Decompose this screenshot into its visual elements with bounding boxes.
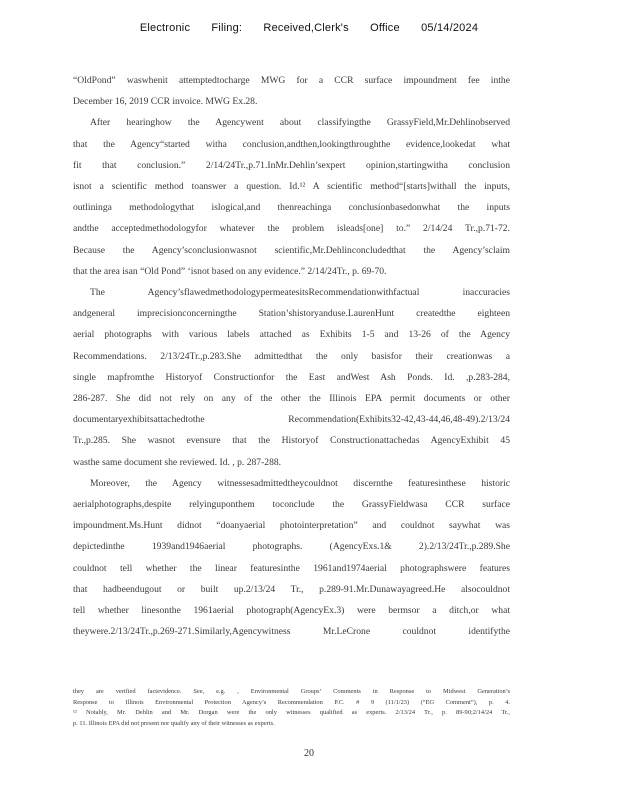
body-line: that hadbeendugout or built up.2/13/24 Tr., p.289-91.Mr.Dunawayagreed.He alsocouldnot [73,583,510,595]
body-line: isnot a scientific method toanswer a question. Id.¹² A scientific method“[starts]withall the inputs, [73,181,510,193]
body-line: andthe acceptedmethodologyfor whatever the problem isleads[one] to.” 2/14/24 Tr.,p.71-72. [73,223,510,235]
footnote-line: p. 11. Illinois EPA did not present nor qualify any of their witnesses as experts. [73,719,275,727]
body-line: After hearinghow the Agencywent about classifyingthe GrassyField,Mr.Dehlinobserved [90,117,510,129]
body-line: outlininga methodologythat islogical,and thenreachinga conclusionbasedonwhat the inputs [73,202,510,214]
body-line: Moreover, the Agency witnessesadmittedtheycouldnot discernthe featuresinthese historic [90,477,510,489]
page-number: 20 [304,748,314,759]
filing-header [0,22,618,34]
header-received: Received,Clerk's [263,22,349,34]
body-text [73,70,510,642]
body-line: theywere.2/13/24Tr.,p.269-271.Similarly,Agencywitness Mr.LeCrone couldnot identifythe [73,626,510,638]
body-line: The Agency’sflawedmethodologypermeatesitsRecommendationwithfactual inaccuracies [90,287,510,299]
body-line: documentaryexhibitsattachedtothe Recommendation(Exhibits32-42,43-44,46,48-49).2/13/24 [73,414,510,426]
header-date: 05/14/2024 [421,22,479,34]
body-line: couldnot tell whether the linear featuresinthe 1961and1974aerial photographswere features [73,562,510,574]
body-line: fit that conclusion.” 2/14/24Tr.,p.71.InMr.Dehlin’sexpert opinion,startingwitha conclusion [73,159,510,171]
body-line: Because the Agency’sconclusionwasnot scientific,Mr.Dehlinconcludedthat the Agency’sclaim [73,244,510,256]
body-line: Recommendations. 2/13/24Tr.,p.283.She admittedthat the only basisfor their creationwas a [73,350,510,362]
body-line: wasthe same document she reviewed. Id. , p. 287-288. [73,456,282,468]
footnotes [73,687,510,729]
body-line: Tr.,p.285. She wasnot evensure that the Historyof Constructionattachedas AgencyExhibit 45 [73,435,510,447]
body-line: depictedinthe 1939and1946aerial photographs. (AgencyExs.1& 2).2/13/24Tr.,p.289.She [73,541,510,553]
footnote-line: ¹² Notably, Mr. Dehlin and Mr. Dorgan were the only witnesses qualified as experts. 2/13/24 Tr., p. 89-90;2/14/24 Tr., [73,709,510,717]
body-line: aerial photographs with various labels attached as Exhibits 1-5 and 13-26 of the Agency [73,329,510,341]
body-line: “OldPond” waswhenit attemptedtocharge MWG for a CCR surface impoundment fee inthe [73,75,510,86]
footnote-line: Response to Illinois Environmental Protection Agency’s Recommendation P.C. # 9 (11/1/23) (“EG Comment”), p. 4. [73,698,510,706]
body-line: that the Agency“started witha conclusion,andthen,lookingthroughthe evidence,lookedat what [73,138,510,150]
body-line: andgeneral imprecisionconcerningthe Station’shistoryanduse.LaurenHunt createdthe eighteen [73,308,510,320]
body-line: tell whether linesonthe 1961aerial photograph(AgencyEx.3) were bermsor a ditch,or what [73,605,510,617]
header-filing: Filing: [211,22,243,34]
footnote-line: they are verified factevidence. See, e.g. , Environmental Groups’ Comments in Response to Midwest Generation’s [73,688,510,695]
header-office: Office [370,22,400,34]
body-line: impoundment.Ms.Hunt didnot “doanyaerial photointerpretation” and couldnot saywhat was [73,520,510,532]
body-line: that the area isan “Old Pond” ‘isnot based on any evidence.” 2/14/24Tr., p. 69-70. [73,265,387,277]
body-line: 286-287. She did not rely on any of the other the Illinois EPA permit documents or other [73,393,510,405]
body-line: single mapfromthe Historyof Constructionfor the East andWest Ash Ponds. Id. ,p.283-284, [73,371,510,383]
body-line: aerialphotographs,despite relyinguponthem toconclude the GrassyFieldwasa CCR surface [73,499,510,511]
body-line: December 16, 2019 CCR invoice. MWG Ex.28. [73,96,258,108]
header-electronic: Electronic [139,22,191,34]
